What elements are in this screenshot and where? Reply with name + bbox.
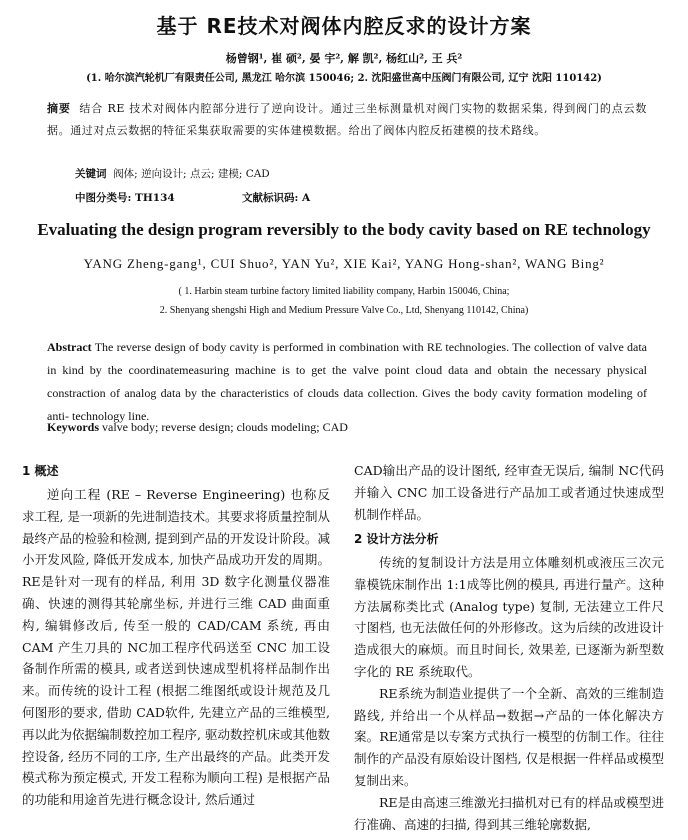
keywords-en	[47, 420, 348, 435]
section-2-paragraph-3: RE是由高速三维激光扫描机对已有的样品或模型进行准确、高速的扫描, 得到其三维轮廓数据,	[354, 794, 664, 832]
keywords-en-text: valve body; reverse design; clouds modeling; CAD	[102, 420, 348, 434]
paper-title: 基于 RE技术对阀体内腔反求的设计方案	[156, 14, 532, 38]
section-2-paragraph-1: 传统的复制设计方法是用立体雕刻机或液压三次元靠模铣床制作出 1:1成等比例的模具, 再进行量产。这种方法属称类比式 (Analog type) 复制, 无法建立工件尺寸图档, 也无法做任何的外形修改。这为后续的改进设计造成很大的麻烦。而且时间长, 效果差, 已逐渐为新型数字化的 RE 系统取代。	[354, 555, 664, 679]
abstract-en-label: Abstract	[47, 340, 92, 354]
affiliation-en-2: 2. Shenyang shengshi High and Medium Pressure Valve Co., Ltd, Shenyang 110142, China)	[159, 305, 529, 316]
keywords-cn	[75, 166, 270, 181]
right-column	[354, 460, 664, 525]
authors-cn: 杨曾钢¹, 崔 硕², 晏 宇², 解 凯², 杨红山², 王 兵²	[225, 52, 463, 65]
keywords-cn-label: 关键词	[75, 168, 107, 180]
keywords-en-label: Keywords	[47, 420, 99, 434]
document-code: 文献标识码: A	[242, 192, 311, 204]
left-column	[22, 484, 330, 811]
section-1-paragraph: 逆向工程 (RE – Reverse Engineering) 也称反求工程, 是一项新的先进制造技术。其要求将质量控制从最终产品的检验和检测, 提到到产品的开发设计阶段。减小开发风险, 降低开发成本, 加快产品成功开发的周期。RE是针对一现有的样品, 利用 3D 数字化测量仪器准确、快速的测得其轮廓坐标, 并进行三维 CAD 曲面重构, 编辑修改后, 传至一般的 CAD/CAM 系统, 再由 CAM 产生刀具的 NC加工程序代码送至 CNC 加工设备制作所需的模具, 或者送到快速成型机将样品制作出来。而传统的设计工程 (根据二维图纸或设计规范及几何图形的要求, 借助 CAD软件, 先建立产品的三维模型, 再以此为依据编制数控加工程序, 驱动数控机床或其他数控设备, 经历不同的工序, 生产出最终的产品。此类开发模式称为预定模式, 开发工程称为顺向工程) 是根据产品的功能和用途首先进行概念设计, 然后通过	[22, 487, 330, 808]
section-2-body	[354, 552, 664, 835]
abstract-en-text: The reverse design of body cavity is performed in combination with RE technologies. The collection of valve data in kind by the coordinatemeasuring machine is to get the valve point cloud data and obtain the necessary physical constraction of analog data by the characteristics of clouds data collection. Gives the body cavity formation modeling of anti- technology line.	[47, 340, 647, 423]
keywords-cn-text: 阀体; 逆向设计; 点云; 建模; CAD	[113, 168, 270, 180]
affiliation-en-1: ( 1. Harbin steam turbine factory limited liability company, Harbin 150046, China;	[178, 286, 510, 297]
abstract-cn-label: 摘要	[47, 102, 71, 115]
section-1-heading: 1 概述	[22, 464, 59, 478]
classification-info	[75, 190, 310, 205]
abstract-en	[47, 336, 647, 428]
section-2-heading: 2 设计方法分析	[354, 532, 439, 546]
clc-number: 中图分类号: TH134	[75, 192, 175, 204]
abstract-cn-text: 结合 RE 技术对阀体内腔部分进行了逆向设计。通过三坐标测量机对阀门实物的数据采集, 得到阀门的点云数据。通过对点云数据的特征采集获取需要的实体建模数据。给出了阀体内腔反拓建模的技术路线。	[47, 102, 647, 137]
authors-en: YANG Zheng-gang¹, CUI Shuo², YAN Yu², XIE Kai², YANG Hong-shan², WANG Bing²	[83, 256, 605, 271]
section-2-paragraph-2: RE系统为制造业提供了一个全新、高效的三维制造路线, 并给出一个从样品→数据→产品的一体化解决方案。RE通常是以专案方式执行一模型的仿制工作。往往制作的产品没有原始设计图档, 仅是根据一件样品或模型复制出来。	[354, 685, 664, 788]
abstract-cn	[47, 98, 647, 142]
affiliation-cn: (1. 哈尔滨汽轮机厂有限责任公司, 黑龙江 哈尔滨 150046; 2. 沈阳盛世高中压阀门有限公司, 辽宁 沈阳 110142)	[86, 73, 602, 84]
section-1-continuation: CAD输出产品的设计图纸, 经审查无误后, 编制 NC代码并输入 CNC 加工设备进行产品加工或者通过快速成型机制作样品。	[354, 463, 664, 522]
paper-title-en: Evaluating the design program reversibly to the body cavity based on RE technology	[37, 220, 651, 239]
